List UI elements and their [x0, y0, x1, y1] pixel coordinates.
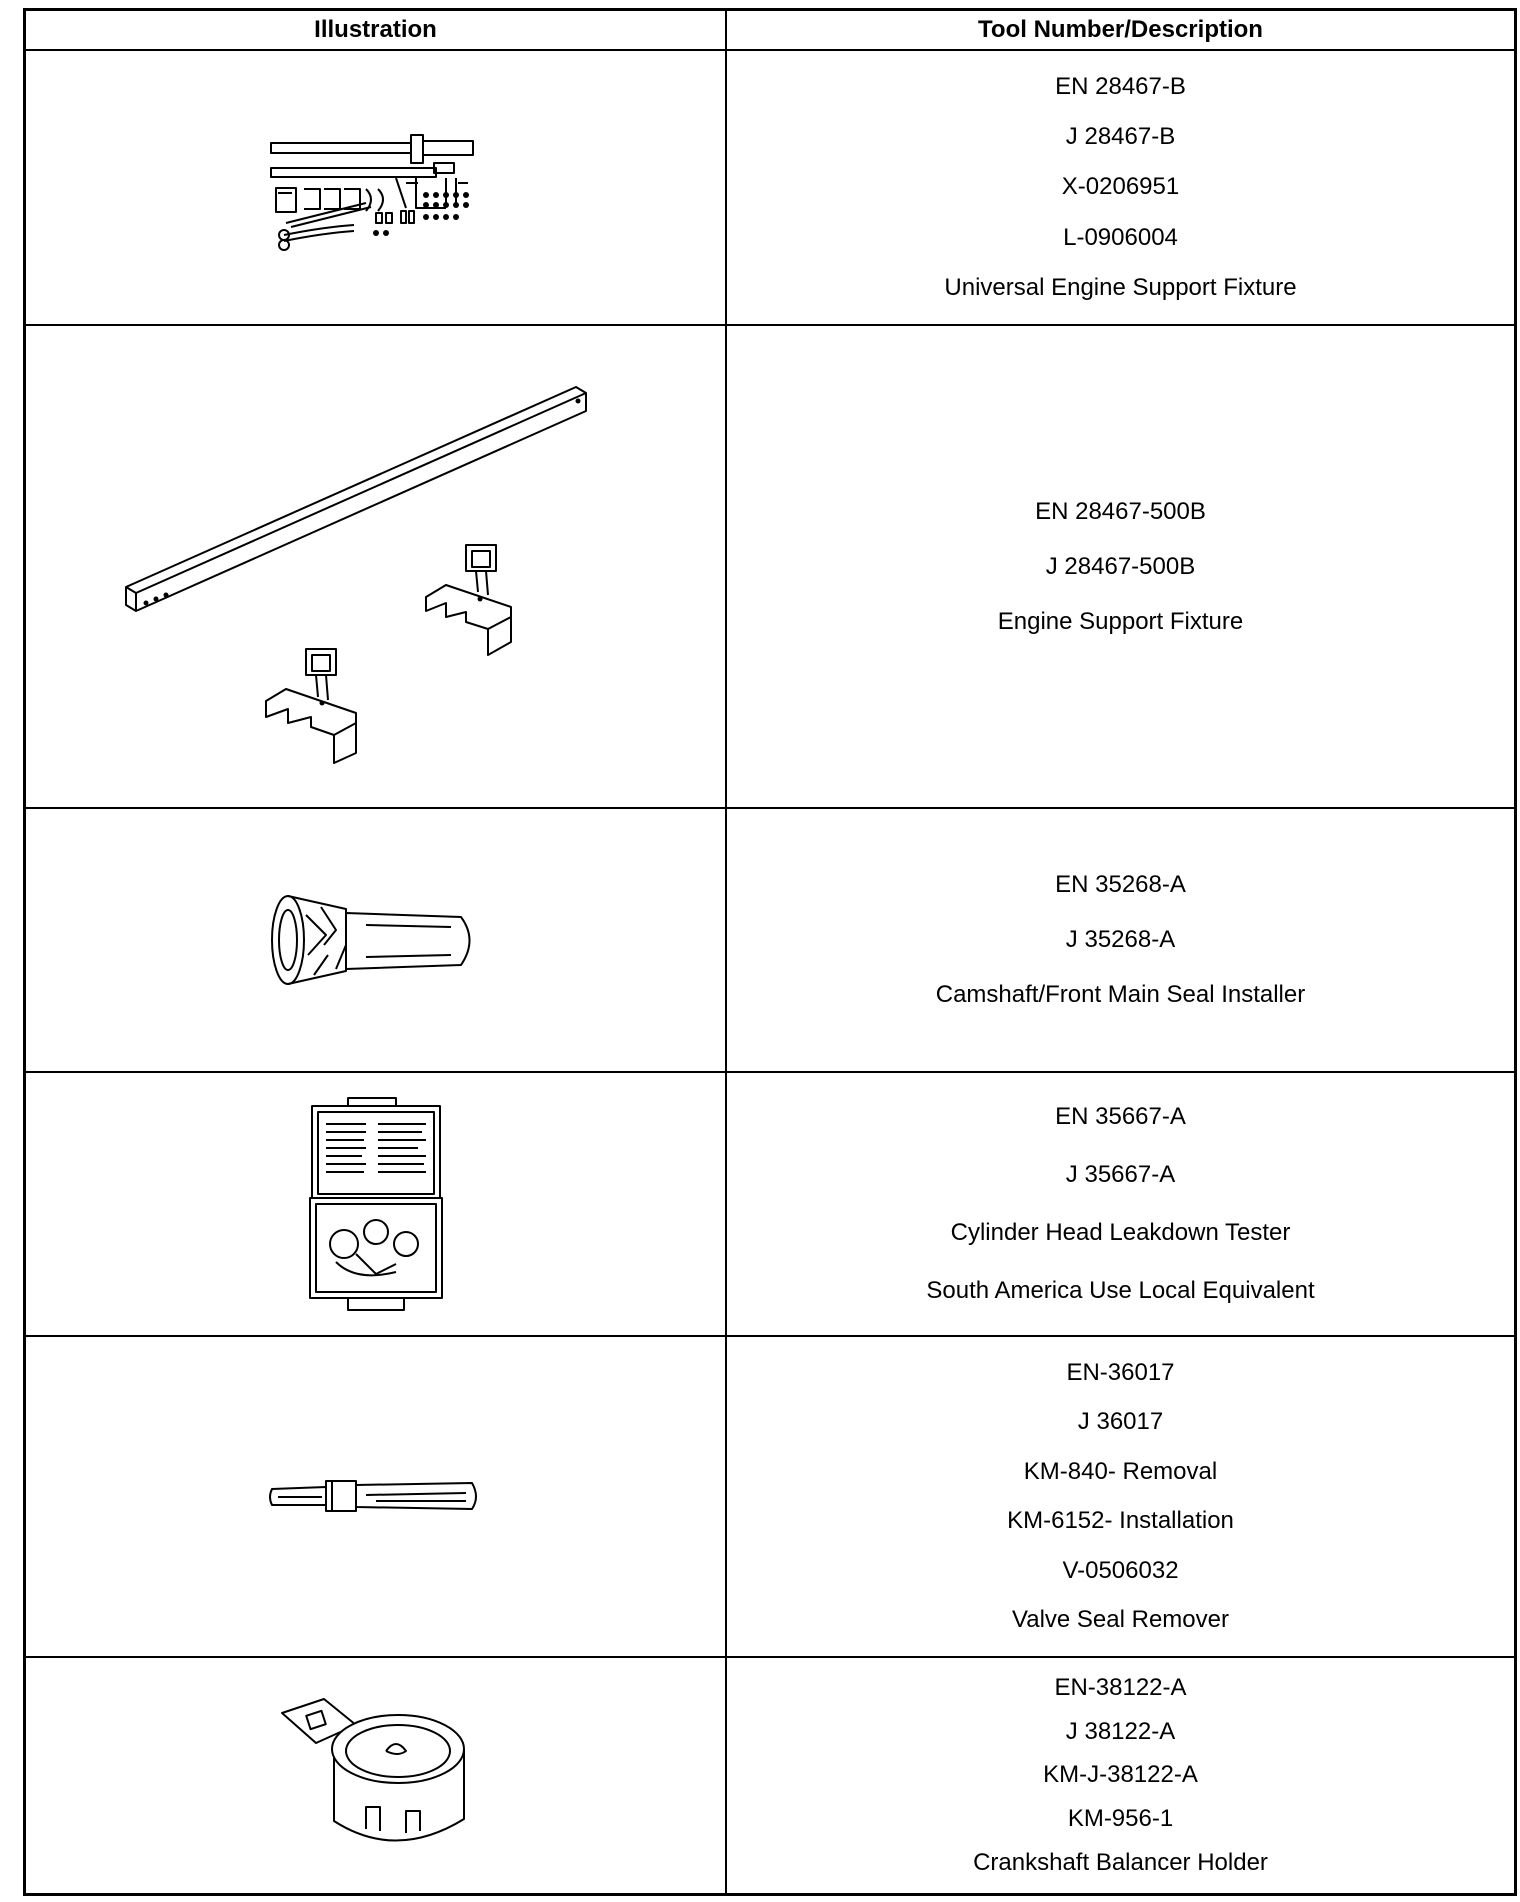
description-cell	[727, 326, 1514, 807]
description-cell	[727, 51, 1514, 324]
table-row	[26, 51, 1514, 326]
tool-description: Universal Engine Support Fixture	[944, 273, 1297, 301]
table-row	[26, 1073, 1514, 1337]
table-row	[26, 1658, 1514, 1893]
tool-number: EN-38122-A	[1054, 1673, 1187, 1701]
tool-description: Engine Support Fixture	[997, 607, 1244, 635]
tool-number: J 35268-A	[1065, 926, 1176, 953]
crankshaft-balancer-holder-icon	[276, 1691, 476, 1861]
tool-description: Valve Seal Remover	[1012, 1606, 1229, 1634]
tool-number: EN 28467-500B	[1035, 497, 1206, 525]
description-cell	[727, 1337, 1514, 1656]
valve-seal-remover-icon	[266, 1467, 486, 1527]
tool-number: KM-J-38122-A	[1043, 1761, 1198, 1789]
header-tool-description: Tool Number/Description	[978, 16, 1263, 43]
header-cell-illustration	[26, 11, 727, 49]
tool-note: South America Use Local Equivalent	[926, 1277, 1315, 1304]
tool-number: EN 28467-B	[1055, 73, 1186, 101]
tool-description: Crankshaft Balancer Holder	[973, 1849, 1268, 1877]
tool-number: J 36017	[1077, 1408, 1164, 1436]
tool-number: V-0506032	[1062, 1556, 1179, 1584]
tool-number: EN 35268-A	[1055, 871, 1186, 898]
header-illustration: Illustration	[314, 16, 437, 43]
universal-engine-support-fixture-kit-icon	[266, 123, 486, 253]
illustration-cell	[26, 1073, 727, 1335]
tool-number: X-0206951	[1061, 173, 1180, 201]
tool-description: Camshaft/Front Main Seal Installer	[935, 981, 1306, 1008]
tool-number: KM-956-1	[1067, 1805, 1174, 1833]
tool-number: EN-36017	[1066, 1358, 1175, 1386]
tool-table	[23, 8, 1517, 1896]
table-row	[26, 1337, 1514, 1658]
illustration-cell	[26, 51, 727, 324]
illustration-cell	[26, 1658, 727, 1893]
table-row	[26, 326, 1514, 809]
tool-number: KM-840- Removal	[1023, 1457, 1218, 1485]
header-cell-description	[727, 11, 1514, 49]
leakdown-tester-case-icon	[306, 1094, 446, 1314]
table-header-row	[26, 11, 1514, 51]
table-row	[26, 809, 1514, 1073]
description-cell	[727, 1658, 1514, 1893]
engine-support-fixture-bar-icon	[116, 367, 636, 767]
tool-number: J 38122-A	[1065, 1717, 1176, 1745]
tool-number: J 28467-500B	[1045, 552, 1196, 580]
tool-number: J 35667-A	[1065, 1161, 1176, 1188]
seal-installer-icon	[266, 885, 486, 995]
tool-number: KM-6152- Installation	[1007, 1507, 1234, 1535]
tool-number: L-0906004	[1063, 223, 1178, 251]
description-cell	[727, 1073, 1514, 1335]
illustration-cell	[26, 809, 727, 1071]
illustration-cell	[26, 326, 727, 807]
tool-number: EN 35667-A	[1055, 1103, 1186, 1130]
tool-description: Cylinder Head Leakdown Tester	[950, 1219, 1291, 1246]
tool-number: J 28467-B	[1065, 123, 1176, 151]
description-cell	[727, 809, 1514, 1071]
illustration-cell	[26, 1337, 727, 1656]
